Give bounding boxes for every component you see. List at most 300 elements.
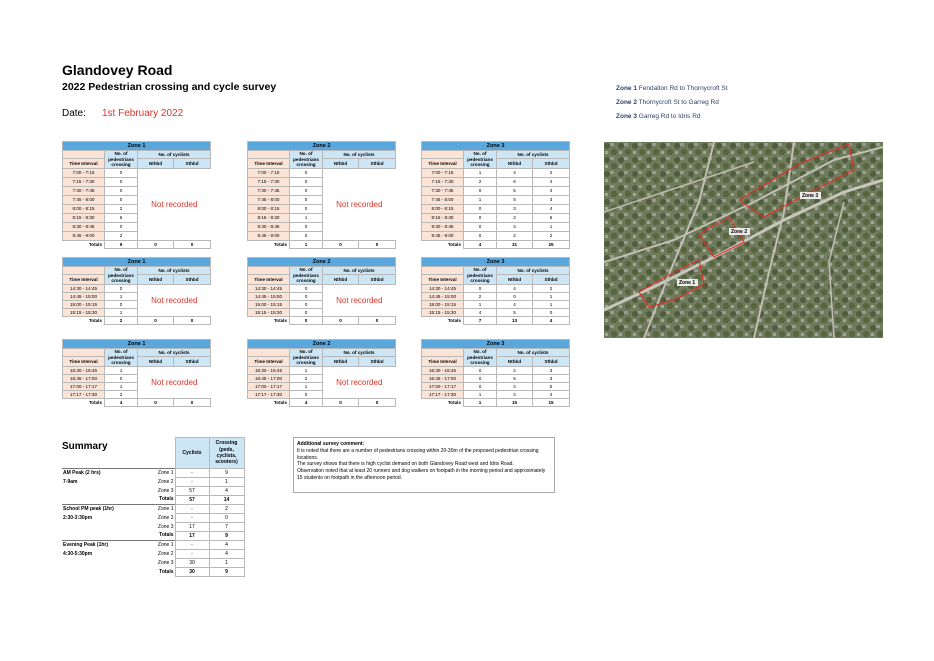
time-cell: 14:30 - 14:45 (248, 284, 290, 292)
nthbd-cell: 2 (497, 231, 533, 240)
comment-heading: Additional survey comment: (297, 441, 365, 447)
summary-row (62, 549, 244, 558)
total-peds: 1 (290, 240, 323, 249)
time-cell: 17:00 - 17:17 (63, 382, 105, 390)
time-interval-header: Time Interval (63, 158, 105, 168)
table-row (422, 382, 570, 390)
period-time: 2:30-3:30pm (63, 514, 93, 521)
nthbd-cell: 2 (497, 213, 533, 222)
time-cell: 7:30 - 7:45 (422, 186, 464, 195)
totals-label: Totals (422, 316, 464, 325)
time-cell: 16:30 - 16:45 (248, 366, 290, 374)
zone-legend-item: Zone 1 Fendalton Rd to Thornycroft St (616, 85, 728, 92)
survey-table (62, 141, 211, 249)
peds-cell: 1 (105, 292, 138, 300)
time-cell: 14:45 - 15:00 (63, 292, 105, 300)
totals-label: Totals (63, 398, 105, 407)
table-row (63, 366, 211, 374)
time-cell: 14:45 - 15:00 (248, 292, 290, 300)
nthbd-header: Nthbd (138, 356, 174, 366)
total-peds: 4 (290, 398, 323, 407)
peds-cell: 0 (464, 374, 497, 382)
sthbd-header: Sthbd (359, 356, 396, 366)
time-cell: 15:15 - 15:30 (63, 308, 105, 316)
peds-cell: 0 (105, 186, 138, 195)
time-cell: 7:00 - 7:15 (422, 168, 464, 177)
nthbd-header: Nthbd (497, 274, 533, 284)
peds-cell: 0 (290, 204, 323, 213)
time-cell: 14:30 - 14:45 (422, 284, 464, 292)
peds-cell: 0 (464, 231, 497, 240)
time-cell: 7:15 - 7:30 (248, 177, 290, 186)
time-interval-header: Time Interval (63, 274, 105, 284)
time-cell: 8:15 - 8:30 (63, 213, 105, 222)
period-time: 7-9am (63, 478, 78, 485)
time-cell: 16:45 - 17:00 (422, 374, 464, 382)
time-cell: 17:17 - 17:30 (63, 390, 105, 398)
peds-cell: 1 (464, 168, 497, 177)
summary-totals-label: Totals (159, 532, 174, 539)
time-interval-header: Time Interval (248, 274, 290, 284)
table-row (422, 186, 570, 195)
total-nthbd: 13 (497, 316, 533, 325)
table-row (422, 195, 570, 204)
summary-crossing-header: Crossing (peds, cyclists, scooters) (209, 438, 244, 469)
summary-cyclists-value: 17 (175, 522, 209, 531)
time-cell: 7:45 - 8:00 (63, 195, 105, 204)
time-cell: 17:17 - 17:30 (248, 390, 290, 398)
summary-cyclists-value: 30 (175, 558, 209, 567)
zone-header: Zone 3 (422, 142, 570, 151)
sthbd-cell: 3 (533, 374, 570, 382)
summary-row (62, 477, 244, 486)
peds-cell: 0 (105, 300, 138, 308)
total-sthbd: 0 (359, 398, 396, 407)
cyclists-header: No. of cyclists (323, 267, 396, 275)
time-cell: 17:17 - 17:30 (422, 390, 464, 398)
peds-cell: 0 (290, 284, 323, 292)
date-label: Date: (62, 108, 86, 119)
time-cell: 8:15 - 8:30 (248, 213, 290, 222)
nthbd-cell: 4 (497, 222, 533, 231)
peds-header: No. of pedestrians crossing (464, 349, 497, 367)
total-peds: 7 (464, 316, 497, 325)
total-peds: 4 (464, 240, 497, 249)
cyclists-header: No. of cyclists (138, 267, 211, 275)
time-cell: 16:45 - 17:00 (248, 374, 290, 382)
not-recorded-note: Not recorded (138, 168, 211, 240)
total-sthbd: 0 (359, 316, 396, 325)
summary-crossing-value: 4 (209, 486, 244, 495)
zone-header: Zone 3 (422, 258, 570, 267)
page-title: Glandovey Road (62, 62, 173, 78)
time-cell: 15:15 - 15:30 (422, 308, 464, 316)
peds-cell: 1 (290, 382, 323, 390)
peds-header: No. of pedestrians crossing (105, 151, 138, 169)
survey-table (421, 141, 570, 249)
peds-header: No. of pedestrians crossing (464, 267, 497, 285)
time-cell: 8:00 - 8:15 (422, 204, 464, 213)
nthbd-header: Nthbd (323, 356, 359, 366)
nthbd-header: Nthbd (138, 158, 174, 168)
peds-cell: 6 (105, 213, 138, 222)
cyclists-header: No. of cyclists (323, 349, 396, 357)
summary-totals-label: Totals (159, 496, 174, 503)
summary-total-crossing: 9 (209, 567, 244, 576)
sthbd-cell: 4 (533, 204, 570, 213)
nthbd-header: Nthbd (497, 158, 533, 168)
cyclists-header: No. of cyclists (497, 267, 570, 275)
not-recorded-note: Not recorded (138, 284, 211, 316)
summary-cyclists-value: 57 (175, 486, 209, 495)
peds-cell: 0 (105, 284, 138, 292)
sthbd-cell: 3 (533, 195, 570, 204)
nthbd-cell: 2 (497, 366, 533, 374)
peds-cell: 1 (105, 308, 138, 316)
nthbd-cell: 5 (497, 186, 533, 195)
nthbd-cell: 6 (497, 177, 533, 186)
time-cell: 15:00 - 15:15 (63, 300, 105, 308)
peds-cell: 0 (464, 222, 497, 231)
time-cell: 8:30 - 8:45 (422, 222, 464, 231)
time-interval-header: Time Interval (422, 274, 464, 284)
cyclists-header: No. of cyclists (497, 151, 570, 159)
cyclists-header: No. of cyclists (323, 151, 396, 159)
sthbd-cell: 1 (533, 300, 570, 308)
peds-cell: 0 (105, 195, 138, 204)
nthbd-cell: 5 (497, 374, 533, 382)
totals-label: Totals (248, 398, 290, 407)
not-recorded-note: Not recorded (323, 366, 396, 398)
map-zone-3-label: Zone 3 (802, 193, 819, 199)
sthbd-header: Sthbd (359, 158, 396, 168)
time-interval-header: Time Interval (63, 356, 105, 366)
zone-header: Zone 2 (248, 340, 396, 349)
peds-cell: 1 (464, 300, 497, 308)
summary-zone-label: Zone 1 (137, 468, 175, 477)
summary-title: Summary (62, 441, 108, 452)
time-cell: 7:30 - 7:45 (63, 186, 105, 195)
nthbd-cell: 3 (497, 204, 533, 213)
total-sthbd: 0 (359, 240, 396, 249)
survey-table (421, 339, 570, 407)
table-row (248, 284, 396, 292)
table-row (63, 284, 211, 292)
total-sthbd: 4 (533, 316, 570, 325)
time-cell: 15:00 - 15:15 (422, 300, 464, 308)
sthbd-cell: 2 (533, 231, 570, 240)
summary-totals-label: Totals (159, 568, 174, 575)
page-subtitle: 2022 Pedestrian crossing and cycle survey (62, 81, 277, 93)
total-sthbd: 15 (533, 398, 570, 407)
summary-crossing-value: 2 (209, 504, 244, 513)
table-row (422, 213, 570, 222)
summary-row (62, 522, 244, 531)
survey-table (421, 257, 570, 325)
period-name: AM Peak (2 hrs) (63, 469, 101, 476)
sthbd-cell: 4 (533, 177, 570, 186)
total-nthbd: 31 (497, 240, 533, 249)
time-cell: 7:45 - 8:00 (248, 195, 290, 204)
table-row (422, 284, 570, 292)
survey-table (247, 141, 396, 249)
time-cell: 16:30 - 16:45 (422, 366, 464, 374)
survey-table (62, 339, 211, 407)
peds-cell: 2 (105, 390, 138, 398)
time-cell: 8:00 - 8:15 (63, 204, 105, 213)
peds-cell: 4 (464, 308, 497, 316)
summary-cyclists-value: - (175, 468, 209, 477)
table-row (422, 300, 570, 308)
nthbd-cell: 4 (497, 284, 533, 292)
sthbd-cell: 3 (533, 366, 570, 374)
time-interval-header: Time Interval (422, 356, 464, 366)
summary-crossing-value: 4 (209, 540, 244, 549)
total-nthbd: 0 (138, 240, 174, 249)
peds-cell: 1 (105, 366, 138, 374)
summary-cyclists-value: - (175, 513, 209, 522)
sthbd-header: Sthbd (533, 356, 570, 366)
summary-crossing-value: 9 (209, 468, 244, 477)
peds-cell: 2 (290, 374, 323, 382)
sthbd-cell: 6 (533, 213, 570, 222)
nthbd-cell: 4 (497, 382, 533, 390)
summary-crossing-value: 4 (209, 549, 244, 558)
summary-total-crossing: 9 (209, 531, 244, 540)
peds-cell: 0 (290, 222, 323, 231)
table-row (422, 231, 570, 240)
time-cell: 7:15 - 7:30 (422, 177, 464, 186)
time-interval-header: Time Interval (422, 158, 464, 168)
summary-cyclists-header: Cyclists (175, 438, 209, 469)
peds-cell: 0 (290, 292, 323, 300)
summary-crossing-value: 7 (209, 522, 244, 531)
sthbd-cell: 4 (533, 186, 570, 195)
time-interval-header: Time Interval (248, 356, 290, 366)
summary-row (62, 558, 244, 567)
time-cell: 17:00 - 17:17 (422, 382, 464, 390)
comment-line: The survey shows that there is high cyclist demand on both Glandovey Road west and Idris Road. (297, 461, 514, 468)
totals-label: Totals (422, 398, 464, 407)
total-peds: 9 (105, 240, 138, 249)
time-cell: 8:45 - 9:00 (422, 231, 464, 240)
not-recorded-note: Not recorded (138, 366, 211, 398)
time-cell: 7:00 - 7:15 (63, 168, 105, 177)
peds-cell: 0 (464, 382, 497, 390)
summary-table (62, 437, 245, 577)
total-nthbd: 15 (497, 398, 533, 407)
total-sthbd: 0 (174, 240, 211, 249)
summary-cyclists-value: - (175, 504, 209, 513)
peds-cell: 0 (464, 204, 497, 213)
table-row (422, 204, 570, 213)
peds-header: No. of pedestrians crossing (290, 349, 323, 367)
sthbd-header: Sthbd (174, 158, 211, 168)
aerial-map-image (604, 142, 883, 338)
peds-cell: 2 (105, 231, 138, 240)
total-peds: 4 (105, 398, 138, 407)
table-row (422, 292, 570, 300)
sthbd-header: Sthbd (359, 274, 396, 284)
sthbd-cell: 5 (533, 382, 570, 390)
peds-cell: 0 (464, 213, 497, 222)
zone-header: Zone 3 (422, 340, 570, 349)
peds-cell: 2 (105, 204, 138, 213)
table-row (422, 177, 570, 186)
total-nthbd: 0 (323, 316, 359, 325)
time-cell: 8:45 - 9:00 (248, 231, 290, 240)
table-row (422, 308, 570, 316)
time-cell: 8:00 - 8:15 (248, 204, 290, 213)
table-row (248, 168, 396, 177)
not-recorded-note: Not recorded (323, 284, 396, 316)
total-sthbd: 0 (174, 316, 211, 325)
total-nthbd: 0 (323, 398, 359, 407)
period-name: School PM peak (1hr) (63, 505, 114, 512)
peds-cell: 0 (464, 186, 497, 195)
total-peds: 0 (290, 316, 323, 325)
comment-line: It is noted that there are a number of pedestrians crossing within 20-30m of the proposed pedestrian crossing locations. (297, 447, 539, 461)
survey-table (247, 339, 396, 407)
total-peds: 2 (105, 316, 138, 325)
cyclists-header: No. of cyclists (497, 349, 570, 357)
totals-label: Totals (63, 316, 105, 325)
table-row (248, 366, 396, 374)
time-cell: 16:30 - 16:45 (63, 366, 105, 374)
peds-header: No. of pedestrians crossing (464, 151, 497, 169)
summary-cyclists-value: - (175, 549, 209, 558)
peds-header: No. of pedestrians crossing (105, 349, 138, 367)
peds-header: No. of pedestrians crossing (290, 267, 323, 285)
peds-cell: 0 (290, 231, 323, 240)
time-cell: 8:30 - 8:45 (248, 222, 290, 231)
sthbd-header: Sthbd (174, 274, 211, 284)
nthbd-header: Nthbd (323, 158, 359, 168)
period-name: Evening Peak (1hr) (63, 541, 109, 548)
peds-cell: 0 (290, 195, 323, 204)
period-time: 4:30-5:30pm (63, 550, 93, 557)
nthbd-cell: 4 (497, 390, 533, 398)
nthbd-header: Nthbd (323, 274, 359, 284)
time-cell: 7:15 - 7:30 (63, 177, 105, 186)
peds-cell: 1 (290, 213, 323, 222)
survey-table (247, 257, 396, 325)
table-row (422, 168, 570, 177)
time-cell: 15:15 - 15:30 (248, 308, 290, 316)
sthbd-cell: 2 (533, 168, 570, 177)
summary-crossing-value: 1 (209, 558, 244, 567)
date-value: 1st February 2022 (102, 108, 184, 119)
summary-zone-label: Zone 2 (157, 478, 174, 485)
time-cell: 8:45 - 9:00 (63, 231, 105, 240)
map-zone-2-label: Zone 2 (731, 229, 748, 235)
summary-total-cyclists: 30 (175, 567, 209, 576)
summary-zone-label: Zone 2 (157, 550, 174, 557)
nthbd-cell: 5 (497, 195, 533, 204)
zones-legend (616, 82, 728, 124)
survey-table (62, 257, 211, 325)
totals-label: Totals (248, 240, 290, 249)
sthbd-cell: 2 (533, 284, 570, 292)
peds-cell: 0 (290, 308, 323, 316)
summary-crossing-value: 1 (209, 477, 244, 486)
nthbd-cell: 0 (497, 292, 533, 300)
sthbd-cell: 1 (533, 222, 570, 231)
nthbd-header: Nthbd (138, 274, 174, 284)
totals-label: Totals (422, 240, 464, 249)
peds-cell: 0 (290, 186, 323, 195)
summary-row (62, 540, 244, 549)
nthbd-cell: 4 (497, 300, 533, 308)
total-sthbd: 26 (533, 240, 570, 249)
peds-cell: 0 (290, 300, 323, 308)
summary-cyclists-value: - (175, 540, 209, 549)
zone-header: Zone 1 (63, 142, 211, 151)
peds-cell: 2 (464, 292, 497, 300)
nthbd-header: Nthbd (497, 356, 533, 366)
total-sthbd: 0 (174, 398, 211, 407)
peds-cell: 0 (464, 366, 497, 374)
zone-header: Zone 2 (248, 258, 396, 267)
peds-cell: 0 (105, 222, 138, 231)
table-row (422, 374, 570, 382)
sthbd-header: Sthbd (533, 274, 570, 284)
peds-cell: 1 (105, 382, 138, 390)
peds-cell: 0 (290, 168, 323, 177)
peds-cell: 0 (105, 177, 138, 186)
summary-zone-label: Zone 3 (157, 559, 174, 566)
peds-cell: 0 (105, 374, 138, 382)
summary-total-cyclists: 57 (175, 495, 209, 504)
total-peds: 1 (464, 398, 497, 407)
map-zone-1-label: Zone 1 (679, 280, 696, 286)
time-cell: 17:00 - 17:17 (248, 382, 290, 390)
summary-total-cyclists: 17 (175, 531, 209, 540)
summary-zone-label: Zone 1 (137, 504, 175, 513)
peds-cell: 0 (464, 284, 497, 292)
sthbd-cell: 0 (533, 308, 570, 316)
peds-cell: 0 (290, 390, 323, 398)
table-row (422, 222, 570, 231)
time-interval-header: Time Interval (248, 158, 290, 168)
sthbd-header: Sthbd (533, 158, 570, 168)
comment-line: Observation noted that at least 20 runners and dog walkers on footpath in the morning period and approximately 15 students on footpath in the afternoon period. (297, 468, 546, 481)
summary-row (62, 468, 244, 477)
nthbd-cell: 4 (497, 168, 533, 177)
summary-total-crossing: 14 (209, 495, 244, 504)
summary-zone-label: Zone 1 (137, 540, 175, 549)
summary-row (62, 513, 244, 522)
sthbd-header: Sthbd (174, 356, 211, 366)
zone-legend-item: Zone 2 Thornycroft St to Garreg Rd (616, 99, 719, 106)
total-nthbd: 0 (323, 240, 359, 249)
cyclists-header: No. of cyclists (138, 151, 211, 159)
peds-cell: 1 (290, 366, 323, 374)
time-cell: 7:30 - 7:45 (248, 186, 290, 195)
summary-row (62, 486, 244, 495)
summary-crossing-value: 0 (209, 513, 244, 522)
zone-header: Zone 1 (63, 258, 211, 267)
zone-header: Zone 2 (248, 142, 396, 151)
table-row (63, 168, 211, 177)
peds-cell: 1 (464, 195, 497, 204)
total-nthbd: 0 (138, 316, 174, 325)
not-recorded-note: Not recorded (323, 168, 396, 240)
peds-header: No. of pedestrians crossing (105, 267, 138, 285)
peds-cell: 2 (464, 177, 497, 186)
table-row (422, 366, 570, 374)
time-cell: 7:45 - 8:00 (422, 195, 464, 204)
